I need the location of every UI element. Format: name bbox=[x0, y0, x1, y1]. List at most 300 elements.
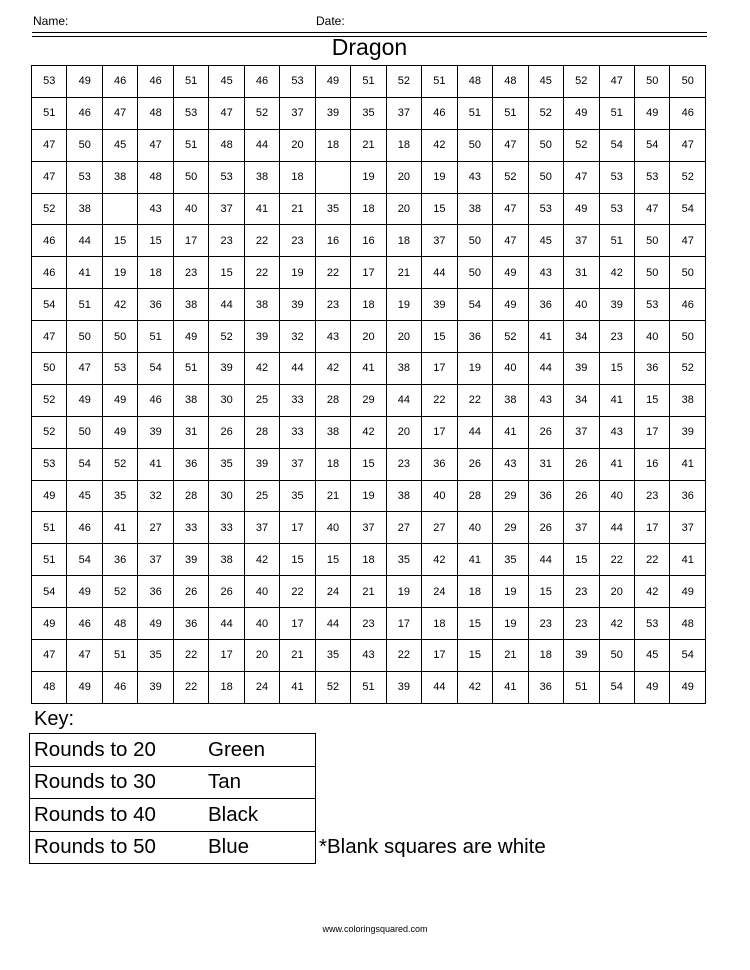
grid-cell: 50 bbox=[670, 321, 706, 353]
grid-cell: 39 bbox=[209, 353, 244, 385]
grid-cell: 50 bbox=[32, 353, 67, 385]
grid-cell: 46 bbox=[138, 66, 173, 98]
grid-cell: 38 bbox=[315, 416, 350, 448]
grid-cell: 32 bbox=[280, 321, 315, 353]
grid-cell: 36 bbox=[528, 671, 563, 703]
grid-cell: 15 bbox=[457, 608, 492, 640]
grid-cell: 28 bbox=[457, 480, 492, 512]
grid-cell: 25 bbox=[244, 384, 279, 416]
grid-cell: 33 bbox=[209, 512, 244, 544]
grid-cell: 15 bbox=[599, 353, 634, 385]
grid-cell: 47 bbox=[32, 640, 67, 672]
key-row bbox=[30, 734, 316, 767]
grid-cell: 43 bbox=[493, 448, 528, 480]
grid-cell: 47 bbox=[493, 193, 528, 225]
grid-cell: 54 bbox=[67, 448, 102, 480]
grid-cell: 46 bbox=[422, 97, 457, 129]
key-rule: Rounds to 40 bbox=[30, 799, 209, 832]
grid-cell: 39 bbox=[244, 448, 279, 480]
grid-cell: 41 bbox=[102, 512, 137, 544]
grid-cell: 54 bbox=[599, 129, 634, 161]
grid-cell: 26 bbox=[209, 576, 244, 608]
grid-row bbox=[32, 353, 706, 385]
grid-row bbox=[32, 225, 706, 257]
grid-cell: 44 bbox=[386, 384, 421, 416]
grid-cell: 42 bbox=[457, 671, 492, 703]
grid-cell: 38 bbox=[386, 353, 421, 385]
grid-cell: 39 bbox=[670, 416, 706, 448]
grid-cell: 44 bbox=[209, 608, 244, 640]
grid-cell: 52 bbox=[32, 193, 67, 225]
grid-cell: 27 bbox=[138, 512, 173, 544]
grid-cell: 21 bbox=[351, 576, 386, 608]
grid-row bbox=[32, 193, 706, 225]
grid-cell: 18 bbox=[315, 129, 350, 161]
grid-cell: 50 bbox=[634, 66, 669, 98]
grid-cell: 47 bbox=[32, 129, 67, 161]
grid-cell: 35 bbox=[138, 640, 173, 672]
grid-cell: 36 bbox=[138, 289, 173, 321]
grid-cell: 51 bbox=[32, 97, 67, 129]
grid-cell: 38 bbox=[244, 161, 279, 193]
grid-cell: 47 bbox=[67, 353, 102, 385]
grid-cell: 52 bbox=[386, 66, 421, 98]
grid-cell: 54 bbox=[457, 289, 492, 321]
grid-cell: 39 bbox=[564, 353, 599, 385]
grid-cell: 43 bbox=[138, 193, 173, 225]
grid-cell: 52 bbox=[244, 97, 279, 129]
grid-cell: 40 bbox=[457, 512, 492, 544]
grid-cell: 45 bbox=[102, 129, 137, 161]
grid-cell: 17 bbox=[422, 353, 457, 385]
grid-cell: 39 bbox=[138, 671, 173, 703]
grid-cell: 51 bbox=[173, 66, 208, 98]
grid-cell: 46 bbox=[67, 97, 102, 129]
grid-cell: 42 bbox=[102, 289, 137, 321]
grid-cell: 48 bbox=[493, 66, 528, 98]
grid-cell: 47 bbox=[32, 161, 67, 193]
grid-cell: 39 bbox=[386, 671, 421, 703]
grid-row bbox=[32, 480, 706, 512]
grid-cell: 40 bbox=[634, 321, 669, 353]
grid-cell: 49 bbox=[670, 671, 706, 703]
grid-cell: 17 bbox=[351, 257, 386, 289]
grid-cell: 44 bbox=[599, 512, 634, 544]
grid-cell: 20 bbox=[351, 321, 386, 353]
grid-cell: 35 bbox=[386, 544, 421, 576]
grid-cell: 26 bbox=[564, 480, 599, 512]
grid-cell: 51 bbox=[351, 66, 386, 98]
grid-cell: 20 bbox=[386, 416, 421, 448]
grid-cell: 21 bbox=[280, 193, 315, 225]
grid-row bbox=[32, 321, 706, 353]
grid-cell: 23 bbox=[280, 225, 315, 257]
grid-cell: 23 bbox=[386, 448, 421, 480]
grid-cell: 41 bbox=[670, 448, 706, 480]
grid-cell: 22 bbox=[244, 257, 279, 289]
grid-cell: 44 bbox=[280, 353, 315, 385]
key-color: Blue bbox=[208, 831, 316, 864]
grid-cell: 36 bbox=[422, 448, 457, 480]
grid-cell: 41 bbox=[528, 321, 563, 353]
grid-cell: 47 bbox=[599, 66, 634, 98]
grid-cell: 22 bbox=[422, 384, 457, 416]
grid-row bbox=[32, 448, 706, 480]
grid-cell: 18 bbox=[209, 671, 244, 703]
grid-cell: 41 bbox=[599, 448, 634, 480]
key-rule: Rounds to 50 bbox=[30, 831, 209, 864]
grid-cell: 48 bbox=[670, 608, 706, 640]
grid-cell: 23 bbox=[315, 289, 350, 321]
grid-cell: 51 bbox=[493, 97, 528, 129]
grid-cell: 46 bbox=[102, 66, 137, 98]
grid-cell: 47 bbox=[102, 97, 137, 129]
page-title: Dragon bbox=[331, 34, 408, 60]
grid-cell: 36 bbox=[634, 353, 669, 385]
grid-cell: 39 bbox=[564, 640, 599, 672]
grid-cell: 30 bbox=[209, 480, 244, 512]
grid-cell: 50 bbox=[599, 640, 634, 672]
grid-cell: 54 bbox=[634, 129, 669, 161]
grid-cell: 37 bbox=[280, 448, 315, 480]
grid-row bbox=[32, 671, 706, 703]
grid-cell: 51 bbox=[599, 225, 634, 257]
grid-cell: 37 bbox=[138, 544, 173, 576]
grid-cell: 54 bbox=[599, 671, 634, 703]
grid-cell: 36 bbox=[173, 448, 208, 480]
grid-row bbox=[32, 129, 706, 161]
grid-cell: 26 bbox=[528, 512, 563, 544]
grid-cell: 52 bbox=[564, 129, 599, 161]
key-row bbox=[30, 799, 316, 832]
grid-cell: 53 bbox=[634, 161, 669, 193]
grid-cell: 38 bbox=[457, 193, 492, 225]
grid-cell: 15 bbox=[351, 448, 386, 480]
grid-cell: 51 bbox=[32, 512, 67, 544]
grid-cell: 23 bbox=[599, 321, 634, 353]
grid-cell: 54 bbox=[32, 576, 67, 608]
grid-cell: 36 bbox=[457, 321, 492, 353]
grid-cell: 19 bbox=[422, 161, 457, 193]
grid-cell: 38 bbox=[386, 480, 421, 512]
grid-cell: 38 bbox=[67, 193, 102, 225]
grid-cell: 35 bbox=[315, 640, 350, 672]
grid-cell: 51 bbox=[457, 97, 492, 129]
grid-cell: 23 bbox=[634, 480, 669, 512]
grid-cell: 35 bbox=[102, 480, 137, 512]
grid-cell: 16 bbox=[315, 225, 350, 257]
grid-cell: 36 bbox=[670, 480, 706, 512]
grid-cell: 15 bbox=[138, 225, 173, 257]
key-row bbox=[30, 766, 316, 799]
grid-cell: 37 bbox=[670, 512, 706, 544]
grid-cell: 24 bbox=[422, 576, 457, 608]
grid-cell: 29 bbox=[493, 480, 528, 512]
grid-cell: 46 bbox=[670, 97, 706, 129]
grid-cell: 35 bbox=[493, 544, 528, 576]
grid-cell: 36 bbox=[528, 480, 563, 512]
grid-cell: 20 bbox=[386, 193, 421, 225]
grid-cell: 51 bbox=[351, 671, 386, 703]
grid-cell: 42 bbox=[422, 129, 457, 161]
grid-cell: 46 bbox=[138, 384, 173, 416]
grid-cell: 18 bbox=[457, 576, 492, 608]
grid-cell: 48 bbox=[102, 608, 137, 640]
grid-cell: 24 bbox=[244, 671, 279, 703]
grid-cell: 52 bbox=[564, 66, 599, 98]
grid-cell: 20 bbox=[386, 161, 421, 193]
grid-cell: 26 bbox=[528, 416, 563, 448]
grid-cell: 36 bbox=[102, 544, 137, 576]
grid-cell: 46 bbox=[67, 608, 102, 640]
grid-cell: 38 bbox=[173, 384, 208, 416]
grid-cell: 20 bbox=[599, 576, 634, 608]
grid-cell: 50 bbox=[173, 161, 208, 193]
grid-row bbox=[32, 66, 706, 98]
grid-cell: 35 bbox=[280, 480, 315, 512]
grid-cell: 37 bbox=[280, 97, 315, 129]
grid-cell: 47 bbox=[493, 225, 528, 257]
grid-cell: 49 bbox=[138, 608, 173, 640]
grid-cell: 33 bbox=[173, 512, 208, 544]
grid-cell: 52 bbox=[32, 416, 67, 448]
grid-cell: 53 bbox=[67, 161, 102, 193]
grid-cell: 50 bbox=[528, 129, 563, 161]
grid-cell: 45 bbox=[634, 640, 669, 672]
grid-cell: 15 bbox=[422, 321, 457, 353]
grid-cell: 39 bbox=[422, 289, 457, 321]
grid-cell: 18 bbox=[315, 448, 350, 480]
grid-cell: 49 bbox=[315, 66, 350, 98]
grid-cell: 20 bbox=[280, 129, 315, 161]
grid-cell: 47 bbox=[209, 97, 244, 129]
grid-cell: 43 bbox=[599, 416, 634, 448]
grid-cell: 52 bbox=[315, 671, 350, 703]
grid-cell: 41 bbox=[67, 257, 102, 289]
grid-cell: 38 bbox=[102, 161, 137, 193]
grid-cell: 49 bbox=[564, 193, 599, 225]
grid-cell: 37 bbox=[244, 512, 279, 544]
grid-cell: 49 bbox=[173, 321, 208, 353]
grid-cell: 36 bbox=[138, 576, 173, 608]
grid-cell: 15 bbox=[102, 225, 137, 257]
grid-row bbox=[32, 608, 706, 640]
grid-cell: 41 bbox=[280, 671, 315, 703]
grid-cell: 42 bbox=[599, 257, 634, 289]
grid-cell: 38 bbox=[173, 289, 208, 321]
grid-cell: 25 bbox=[244, 480, 279, 512]
grid-cell: 49 bbox=[670, 576, 706, 608]
grid-cell: 46 bbox=[67, 512, 102, 544]
grid-row bbox=[32, 289, 706, 321]
grid-row bbox=[32, 161, 706, 193]
grid-cell: 26 bbox=[173, 576, 208, 608]
grid-cell: 51 bbox=[173, 353, 208, 385]
grid-cell: 23 bbox=[564, 576, 599, 608]
grid-cell: 39 bbox=[280, 289, 315, 321]
grid-cell: 49 bbox=[102, 384, 137, 416]
grid-cell: 35 bbox=[351, 97, 386, 129]
grid-cell: 17 bbox=[280, 512, 315, 544]
grid-cell: 53 bbox=[599, 161, 634, 193]
grid-cell: 18 bbox=[138, 257, 173, 289]
grid-cell: 44 bbox=[244, 129, 279, 161]
grid-cell: 49 bbox=[634, 671, 669, 703]
grid-cell: 49 bbox=[67, 576, 102, 608]
grid-cell: 41 bbox=[670, 544, 706, 576]
grid-cell: 43 bbox=[528, 384, 563, 416]
grid-cell: 46 bbox=[244, 66, 279, 98]
grid-cell: 48 bbox=[138, 97, 173, 129]
grid-cell: 46 bbox=[32, 225, 67, 257]
grid-cell: 39 bbox=[244, 321, 279, 353]
grid-cell: 17 bbox=[422, 640, 457, 672]
grid-cell: 23 bbox=[564, 608, 599, 640]
grid-cell: 18 bbox=[386, 129, 421, 161]
grid-cell: 46 bbox=[670, 289, 706, 321]
grid-cell: 41 bbox=[493, 416, 528, 448]
grid-cell: 22 bbox=[173, 640, 208, 672]
grid-cell: 45 bbox=[528, 66, 563, 98]
grid-cell: 17 bbox=[634, 416, 669, 448]
color-key-table bbox=[29, 733, 316, 864]
grid-cell: 39 bbox=[315, 97, 350, 129]
grid-cell: 20 bbox=[386, 321, 421, 353]
grid-cell: 21 bbox=[280, 640, 315, 672]
grid-cell: 54 bbox=[138, 353, 173, 385]
grid-cell: 21 bbox=[493, 640, 528, 672]
grid-cell: 50 bbox=[528, 161, 563, 193]
grid-cell: 40 bbox=[564, 289, 599, 321]
grid-cell: 33 bbox=[280, 384, 315, 416]
grid-row bbox=[32, 257, 706, 289]
grid-cell: 44 bbox=[422, 257, 457, 289]
grid-cell: 42 bbox=[634, 576, 669, 608]
grid-cell: 51 bbox=[67, 289, 102, 321]
grid-cell: 15 bbox=[564, 544, 599, 576]
grid-row bbox=[32, 512, 706, 544]
grid-cell: 51 bbox=[599, 97, 634, 129]
grid-cell: 53 bbox=[599, 193, 634, 225]
grid-cell: 47 bbox=[67, 640, 102, 672]
grid-cell: 20 bbox=[244, 640, 279, 672]
grid-cell: 19 bbox=[493, 576, 528, 608]
grid-cell: 19 bbox=[351, 480, 386, 512]
grid-cell: 21 bbox=[351, 129, 386, 161]
grid-cell: 18 bbox=[422, 608, 457, 640]
grid-cell: 36 bbox=[528, 289, 563, 321]
grid-cell: 48 bbox=[32, 671, 67, 703]
grid-cell: 34 bbox=[564, 384, 599, 416]
grid-cell: 54 bbox=[670, 193, 706, 225]
grid-cell: 50 bbox=[457, 129, 492, 161]
grid-cell: 43 bbox=[315, 321, 350, 353]
grid-cell: 36 bbox=[173, 608, 208, 640]
grid-cell: 24 bbox=[315, 576, 350, 608]
footer-url: www.coloringsquared.com bbox=[322, 924, 428, 934]
grid-cell: 35 bbox=[209, 448, 244, 480]
grid-cell: 23 bbox=[351, 608, 386, 640]
grid-cell: 31 bbox=[564, 257, 599, 289]
grid-cell: 40 bbox=[315, 512, 350, 544]
grid-cell: 40 bbox=[244, 576, 279, 608]
grid-row bbox=[32, 576, 706, 608]
grid-cell: 17 bbox=[280, 608, 315, 640]
grid-cell: 19 bbox=[457, 353, 492, 385]
grid-cell: 40 bbox=[173, 193, 208, 225]
grid-cell: 50 bbox=[670, 66, 706, 98]
grid-cell: 22 bbox=[173, 671, 208, 703]
grid-cell: 40 bbox=[422, 480, 457, 512]
key-color: Tan bbox=[208, 766, 316, 799]
grid-cell: 48 bbox=[138, 161, 173, 193]
grid-cell: 43 bbox=[528, 257, 563, 289]
grid-cell: 49 bbox=[67, 66, 102, 98]
grid-cell: 45 bbox=[209, 66, 244, 98]
grid-cell: 53 bbox=[32, 448, 67, 480]
grid-cell: 23 bbox=[209, 225, 244, 257]
grid-cell: 51 bbox=[32, 544, 67, 576]
grid-cell: 15 bbox=[528, 576, 563, 608]
grid-cell: 22 bbox=[634, 544, 669, 576]
grid-cell: 38 bbox=[493, 384, 528, 416]
grid-cell: 22 bbox=[244, 225, 279, 257]
grid-cell: 30 bbox=[209, 384, 244, 416]
grid-cell: 35 bbox=[315, 193, 350, 225]
grid-cell: 53 bbox=[102, 353, 137, 385]
grid-cell: 32 bbox=[138, 480, 173, 512]
grid-cell: 53 bbox=[528, 193, 563, 225]
grid-row bbox=[32, 384, 706, 416]
grid-cell: 37 bbox=[422, 225, 457, 257]
grid-cell: 52 bbox=[528, 97, 563, 129]
grid-cell: 44 bbox=[528, 353, 563, 385]
grid-cell: 49 bbox=[564, 97, 599, 129]
grid-cell: 42 bbox=[244, 353, 279, 385]
grid-cell: 46 bbox=[102, 671, 137, 703]
blank-squares-note: *Blank squares are white bbox=[319, 835, 546, 858]
grid-cell: 54 bbox=[32, 289, 67, 321]
grid-cell: 42 bbox=[599, 608, 634, 640]
grid-cell: 18 bbox=[386, 225, 421, 257]
grid-cell: 27 bbox=[422, 512, 457, 544]
grid-cell: 38 bbox=[670, 384, 706, 416]
grid-cell: 17 bbox=[386, 608, 421, 640]
grid-row bbox=[32, 640, 706, 672]
grid-cell: 47 bbox=[138, 129, 173, 161]
key-rule: Rounds to 20 bbox=[30, 734, 209, 767]
grid-cell: 34 bbox=[564, 321, 599, 353]
grid-cell: 31 bbox=[173, 416, 208, 448]
grid-cell: 53 bbox=[173, 97, 208, 129]
grid-cell: 49 bbox=[634, 97, 669, 129]
grid-cell: 49 bbox=[67, 384, 102, 416]
grid-cell: 50 bbox=[67, 129, 102, 161]
grid-cell: 39 bbox=[173, 544, 208, 576]
grid-cell: 53 bbox=[634, 608, 669, 640]
grid-cell: 43 bbox=[351, 640, 386, 672]
grid-cell: 42 bbox=[244, 544, 279, 576]
grid-cell: 53 bbox=[32, 66, 67, 98]
grid-cell: 44 bbox=[457, 416, 492, 448]
grid-cell: 19 bbox=[280, 257, 315, 289]
grid-cell: 17 bbox=[209, 640, 244, 672]
name-label: Name: bbox=[33, 14, 69, 28]
grid-cell: 40 bbox=[244, 608, 279, 640]
grid-cell: 47 bbox=[32, 321, 67, 353]
grid-cell: 38 bbox=[244, 289, 279, 321]
grid-cell bbox=[315, 161, 350, 193]
